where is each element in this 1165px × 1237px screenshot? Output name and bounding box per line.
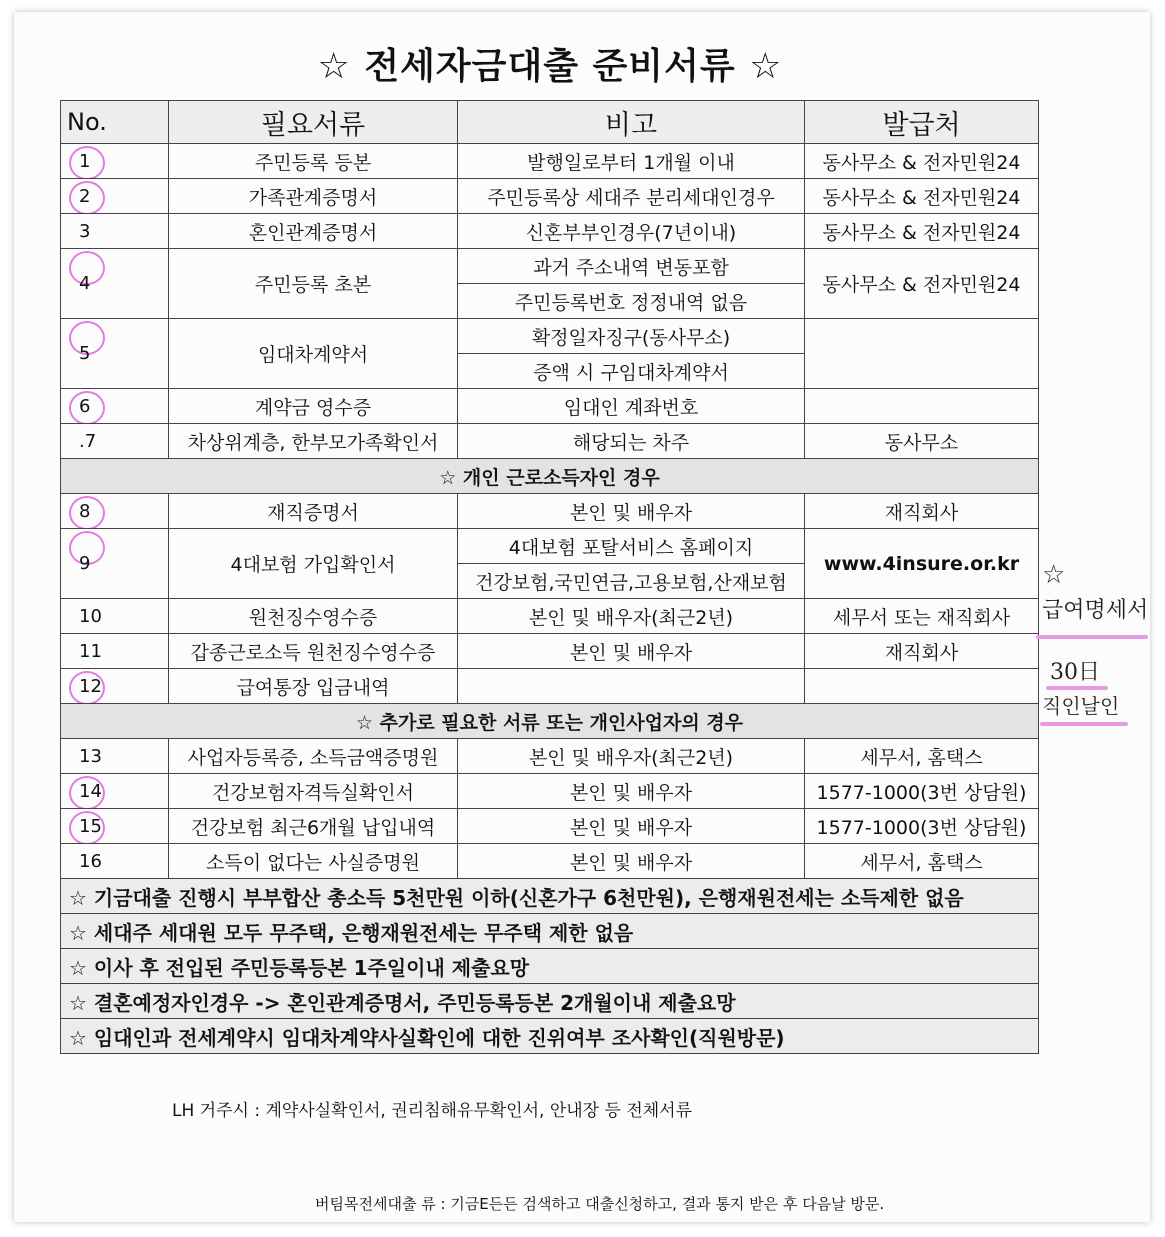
row-number-text: 9 <box>79 553 91 574</box>
doc-name: 재직증명서 <box>169 494 458 529</box>
row-number-text: 14 <box>79 780 102 802</box>
row-number <box>61 599 169 634</box>
table-row <box>61 214 1039 249</box>
table-row <box>61 774 1039 809</box>
header-no: No. <box>61 101 169 144</box>
row-number <box>61 844 169 879</box>
doc-issuer: 동사무소 & 전자민원24 <box>805 179 1039 214</box>
note-text: ☆ 이사 후 전입된 주민등록등본 1주일이내 제출요망 <box>61 949 1039 984</box>
note-text: ☆ 세대주 세대원 모두 무주택, 은행재원전세는 무주택 제한 없음 <box>61 914 1039 949</box>
note-row <box>61 1019 1039 1054</box>
doc-issuer: 동사무소 <box>805 424 1039 459</box>
table-row <box>61 494 1039 529</box>
doc-note: 본인 및 배우자 <box>458 634 805 669</box>
row-number <box>61 669 169 704</box>
doc-note: 확정일자징구(동사무소) <box>458 319 805 354</box>
footer-lh: LH 거주시 : 계약사실확인서, 권리침해유무확인서, 안내장 등 전체서류 <box>172 1101 693 1121</box>
doc-note: 본인 및 배우자 <box>458 494 805 529</box>
doc-issuer: www.4insure.or.kr <box>805 529 1039 599</box>
doc-note: 주민등록상 세대주 분리세대인경우 <box>458 179 805 214</box>
doc-name: 주민등록 초본 <box>169 249 458 319</box>
note-row <box>61 914 1039 949</box>
table-row <box>61 809 1039 844</box>
row-number-text: 8 <box>79 500 91 522</box>
doc-note: 해당되는 차주 <box>458 424 805 459</box>
section-title: ☆ 추가로 필요한 서류 또는 개인사업자의 경우 <box>61 704 1039 739</box>
note-row <box>61 879 1039 914</box>
table-row <box>61 389 1039 424</box>
table-header <box>61 101 1039 144</box>
doc-name: 4대보험 가입확인서 <box>169 529 458 599</box>
doc-name: 혼인관계증명서 <box>169 214 458 249</box>
table-row <box>61 179 1039 214</box>
note-row <box>61 984 1039 1019</box>
doc-name: 가족관계증명서 <box>169 179 458 214</box>
row-number <box>61 529 169 599</box>
document-title: ☆ 전세자금대출 준비서류 ☆ <box>317 46 783 87</box>
highlight-mark <box>1036 635 1148 639</box>
handwritten-note-1: 급여명세서 <box>1042 598 1149 623</box>
footer-beotim: 버팀목전세대출 류 : 기금E든든 검색하고 대출신청하고, 결과 통지 받은 후 다음날 방문. <box>315 1195 885 1213</box>
table-row <box>61 634 1039 669</box>
row-number-text: 12 <box>79 675 102 697</box>
doc-note: 임대인 계좌번호 <box>458 389 805 424</box>
row-number <box>61 319 169 389</box>
doc-issuer <box>805 669 1039 704</box>
row-number <box>61 774 169 809</box>
doc-name: 임대차계약서 <box>169 319 458 389</box>
row-number-text: 2 <box>79 185 91 207</box>
row-number <box>61 424 169 459</box>
row-number-text: 10 <box>79 605 102 627</box>
table-row <box>61 319 1039 354</box>
doc-issuer: 동사무소 & 전자민원24 <box>805 144 1039 179</box>
doc-name: 사업자등록증, 소득금액증명원 <box>169 739 458 774</box>
row-number-text: 11 <box>79 640 102 662</box>
doc-note: 증액 시 구임대차계약서 <box>458 354 805 389</box>
table-row <box>61 739 1039 774</box>
note-text: ☆ 결혼예정자인경우 -> 혼인관계증명서, 주민등록등본 2개월이내 제출요망 <box>61 984 1039 1019</box>
table-row <box>61 424 1039 459</box>
doc-name: 원천징수영수증 <box>169 599 458 634</box>
row-number-text: 5 <box>79 343 91 364</box>
doc-note <box>458 669 805 704</box>
row-number-text: 6 <box>79 395 91 417</box>
doc-name: 건강보험자격득실확인서 <box>169 774 458 809</box>
handwritten-note-3: 직인날인 <box>1042 694 1120 718</box>
row-number-text: 1 <box>79 150 91 172</box>
table-row <box>61 844 1039 879</box>
doc-name: 차상위계층, 한부모가족확인서 <box>169 424 458 459</box>
doc-name: 소득이 없다는 사실증명원 <box>169 844 458 879</box>
header-note: 비고 <box>458 101 805 144</box>
doc-issuer: 세무서 또는 재직회사 <box>805 599 1039 634</box>
table-row <box>61 669 1039 704</box>
doc-note: 신혼부부인경우(7년이내) <box>458 214 805 249</box>
doc-note: 본인 및 배우자 <box>458 809 805 844</box>
row-number <box>61 389 169 424</box>
doc-note: 본인 및 배우자(최근2년) <box>458 739 805 774</box>
doc-note: 주민등록번호 정정내역 없음 <box>458 284 805 319</box>
row-number-text: 13 <box>79 745 102 767</box>
doc-note: 4대보험 포탈서비스 홈페이지 <box>458 529 805 564</box>
doc-issuer: 재직회사 <box>805 494 1039 529</box>
doc-name: 건강보험 최근6개월 납입내역 <box>169 809 458 844</box>
row-number-text: 3 <box>79 220 91 242</box>
row-number <box>61 214 169 249</box>
section-title: ☆ 개인 근로소득자인 경우 <box>61 459 1039 494</box>
header-issuer: 발급처 <box>805 101 1039 144</box>
row-number-text: 16 <box>79 850 102 872</box>
doc-note: 발행일로부터 1개월 이내 <box>458 144 805 179</box>
doc-note: 본인 및 배우자 <box>458 844 805 879</box>
note-text: ☆ 기금대출 진행시 부부합산 총소득 5천만원 이하(신혼가구 6천만원), 은행재원전세는 소득제한 없음 <box>61 879 1039 914</box>
highlight-mark <box>1040 722 1128 726</box>
row-number-text: 15 <box>79 815 102 837</box>
section-row <box>61 459 1039 494</box>
row-number-text: 4 <box>79 273 91 294</box>
doc-name: 주민등록 등본 <box>169 144 458 179</box>
doc-issuer <box>805 389 1039 424</box>
row-number <box>61 634 169 669</box>
doc-issuer: 세무서, 홈택스 <box>805 739 1039 774</box>
doc-name: 급여통장 입금내역 <box>169 669 458 704</box>
note-text: ☆ 임대인과 전세계약시 임대차계약사실확인에 대한 진위여부 조사확인(직원방문) <box>61 1019 1039 1054</box>
handwritten-star-icon: ☆ <box>1042 560 1066 590</box>
doc-note: 본인 및 배우자 <box>458 774 805 809</box>
table-row <box>61 529 1039 564</box>
handwritten-note-2: 30日 <box>1050 660 1100 685</box>
doc-issuer: 1577-1000(3번 상담원) <box>805 774 1039 809</box>
row-number <box>61 179 169 214</box>
doc-issuer <box>805 319 1039 389</box>
doc-note: 건강보험,국민연금,고용보험,산재보험 <box>458 564 805 599</box>
doc-name: 계약금 영수증 <box>169 389 458 424</box>
doc-issuer: 1577-1000(3번 상담원) <box>805 809 1039 844</box>
note-row <box>61 949 1039 984</box>
row-number <box>61 739 169 774</box>
table-row <box>61 249 1039 284</box>
documents-table <box>60 100 1039 1054</box>
doc-note: 과거 주소내역 변동포함 <box>458 249 805 284</box>
table-row <box>61 599 1039 634</box>
doc-issuer: 세무서, 홈택스 <box>805 844 1039 879</box>
section-row <box>61 704 1039 739</box>
row-number <box>61 494 169 529</box>
header-doc: 필요서류 <box>169 101 458 144</box>
doc-name: 갑종근로소득 원천징수영수증 <box>169 634 458 669</box>
doc-note: 본인 및 배우자(최근2년) <box>458 599 805 634</box>
row-number-text: .7 <box>79 430 97 452</box>
doc-issuer: 동사무소 & 전자민원24 <box>805 249 1039 319</box>
doc-issuer: 재직회사 <box>805 634 1039 669</box>
row-number <box>61 144 169 179</box>
table-row <box>61 144 1039 179</box>
row-number <box>61 809 169 844</box>
row-number <box>61 249 169 319</box>
doc-issuer: 동사무소 & 전자민원24 <box>805 214 1039 249</box>
